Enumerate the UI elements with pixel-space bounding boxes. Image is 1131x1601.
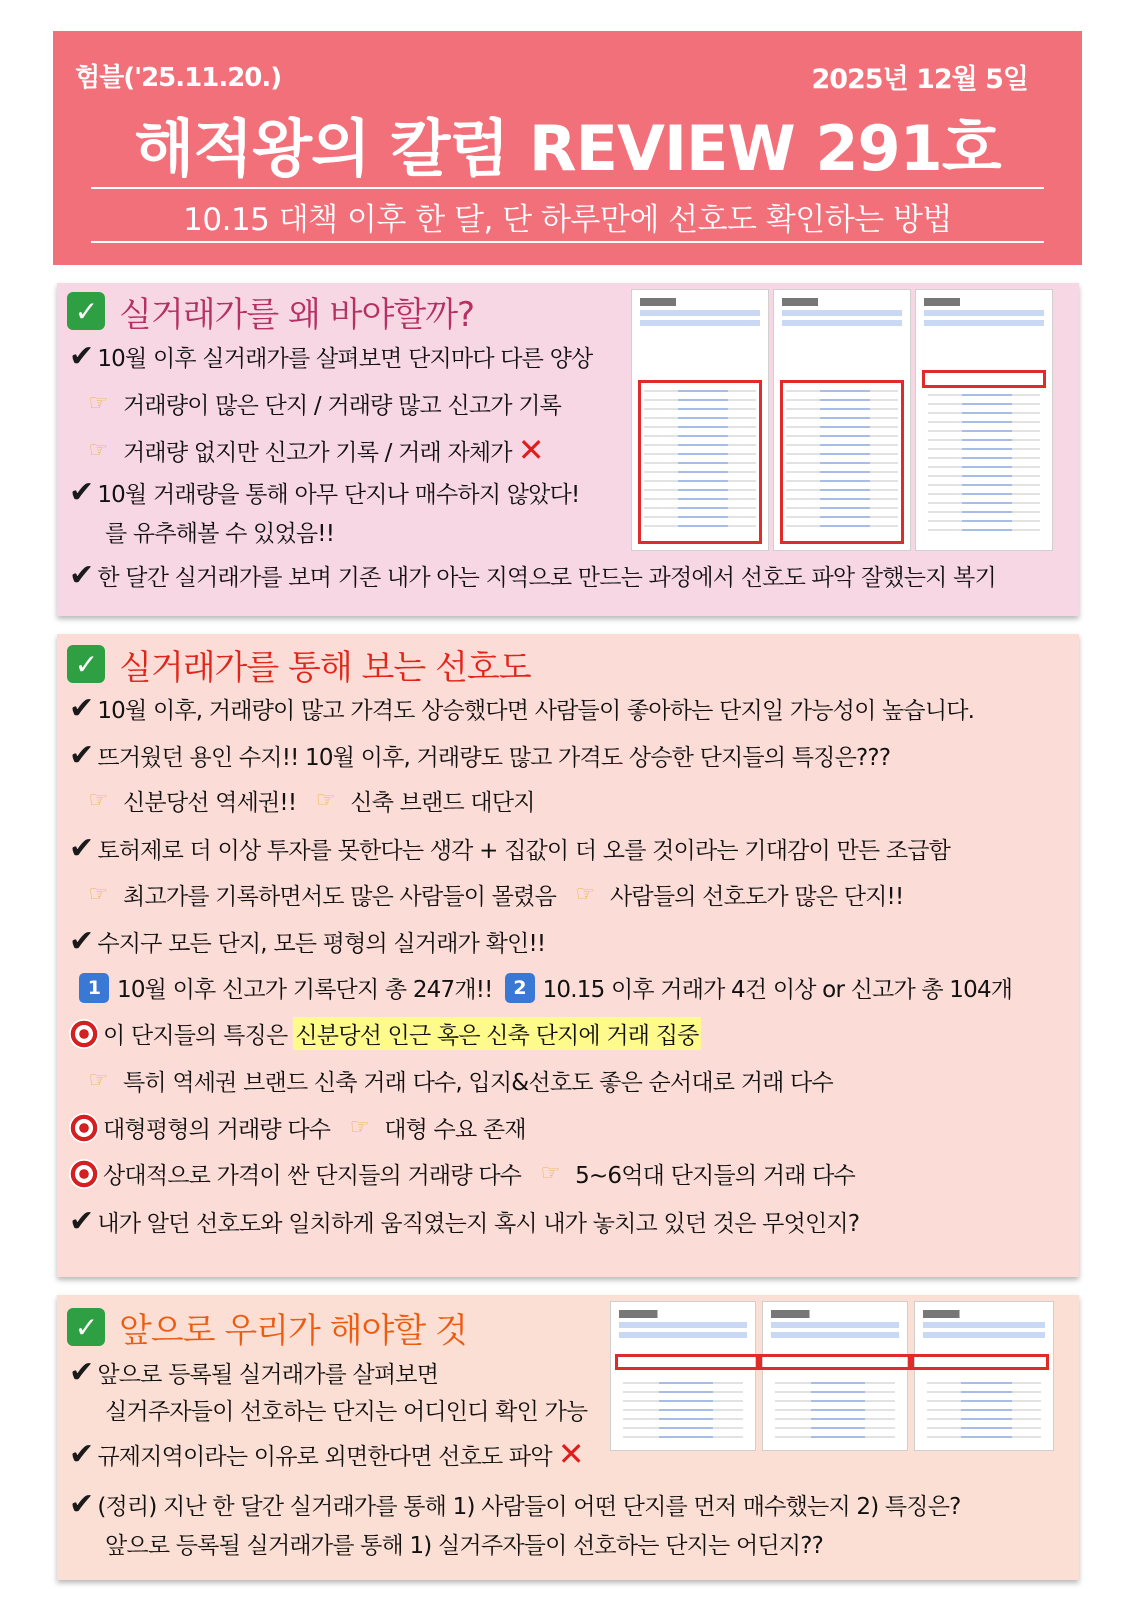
line-text: 거래량이 많은 단지 / 거래량 많고 신고가 기록 (123, 393, 562, 419)
date-label: 2025년 12월 5일 (811, 64, 1028, 95)
heavy-check-icon: ✔ (69, 1436, 94, 1472)
section-title-text: 실거래가를 왜 바야할까? (119, 294, 475, 335)
line-text: 대형 수요 존재 (384, 1117, 526, 1143)
transaction-screenshot (773, 289, 911, 551)
bullet-line (69, 691, 974, 726)
section-title (67, 289, 474, 333)
pointing-hand-icon: ☞ (88, 788, 108, 813)
check-mark-button-icon: ✓ (67, 645, 105, 683)
bullet-line (69, 1355, 438, 1390)
highlighted-text: 신분당선 인근 혹은 신축 단지에 거래 집중 (293, 1017, 700, 1050)
heavy-check-icon: ✔ (69, 1355, 94, 1390)
bullet-line (69, 1487, 961, 1522)
bullet-line (69, 475, 579, 510)
line-text: 내가 알던 선호도와 일치하게 움직였는지 혹시 내가 놓치고 있던 것은 무엇인지? (97, 1211, 860, 1237)
heavy-check-icon: ✔ (69, 924, 94, 959)
header-banner (53, 31, 1082, 265)
bullet-line (79, 878, 903, 911)
bullet-line (69, 1017, 701, 1050)
section-title (67, 1305, 467, 1349)
heavy-check-icon: ✔ (69, 339, 94, 374)
check-mark-button-icon: ✓ (67, 292, 105, 330)
ranking-screenshot (914, 1301, 1054, 1451)
bullet-line (69, 924, 545, 959)
keycap-1-icon: 1 (79, 973, 109, 1003)
line-text: 10월 이후 신고가 기록단지 총 247개!! (117, 977, 493, 1003)
bullet-line (79, 784, 535, 817)
line-text: 10월 이후 실거래가를 살펴보면 단지마다 다른 양상 (97, 346, 593, 372)
line-text: 거래량 없지만 신고가 기록 / 거래 자체가 (123, 439, 512, 466)
keycap-2-icon: 2 (505, 973, 535, 1003)
bullet-line (69, 831, 950, 866)
heavy-check-icon: ✔ (69, 691, 94, 726)
pointing-hand-icon: ☞ (88, 391, 108, 416)
section-title-text: 앞으로 우리가 해야할 것 (119, 1310, 467, 1351)
line-text: 앞으로 등록될 실거래가를 통해 1) 실거주자들이 선호하는 단지는 어딘지?? (105, 1533, 824, 1559)
pointing-hand-icon: ☞ (88, 882, 108, 907)
continuation-line (105, 515, 334, 548)
heavy-check-icon: ✔ (69, 738, 94, 773)
section-why-check-prices (57, 283, 1079, 616)
pointing-hand-icon: ☞ (88, 437, 108, 463)
divider (91, 241, 1044, 243)
cross-mark-icon: ✕ (517, 431, 544, 469)
line-text: 토허제로 더 이상 투자를 못한다는 생각 + 집값이 더 오를 것이라는 기대감이 만든 조급함 (97, 838, 951, 864)
line-text: 사람들의 선호도가 많은 단지!! (610, 884, 904, 910)
line-text: (정리) 지난 한 달간 실거래가를 통해 1) 사람들이 어떤 단지를 먼저 매수했는지 2) 특징은? (97, 1494, 961, 1520)
ranking-screenshot (762, 1301, 908, 1451)
line-text: 수지구 모든 단지, 모든 평형의 실거래가 확인!! (97, 931, 546, 957)
bullet-line (69, 1111, 526, 1144)
check-mark-button-icon: ✓ (67, 1308, 105, 1346)
heavy-check-icon: ✔ (69, 1204, 94, 1239)
bullet-line (69, 1435, 584, 1473)
line-text: 10.15 이후 거래가 4건 이상 or 신고가 총 104개 (542, 977, 1013, 1003)
pointing-hand-icon: ☞ (575, 882, 595, 907)
ranking-screenshot (610, 1301, 756, 1451)
section-preference-via-prices (57, 634, 1079, 1277)
continuation-line (105, 1393, 587, 1426)
line-text: 10월 이후, 거래량이 많고 가격도 상승했다면 사람들이 좋아하는 단지일 가능성이 높습니다. (97, 698, 975, 724)
bullet-line (69, 558, 996, 593)
line-text: 를 유추해볼 수 있었음!! (105, 521, 335, 547)
heavy-check-icon: ✔ (69, 475, 94, 510)
transaction-screenshot (631, 289, 769, 551)
bullet-line (69, 738, 890, 773)
page-title: 해적왕의 칼럼 REVIEW 291호 (134, 112, 1001, 185)
bullet-line (69, 1204, 859, 1239)
line-text: 실거주자들이 선호하는 단지는 어디인디 확인 가능 (105, 1399, 588, 1425)
bullet-line (69, 339, 592, 374)
bullet-line (79, 431, 544, 469)
line-text: 상대적으로 가격이 싼 단지들의 거래량 다수 (103, 1163, 522, 1189)
pointing-hand-icon: ☞ (349, 1115, 369, 1140)
continuation-line (105, 1527, 823, 1560)
heavy-check-icon: ✔ (69, 558, 94, 593)
line-text: 한 달간 실거래가를 보며 기존 내가 아는 지역으로 만드는 과정에서 선호도 파악 잘했는지 복기 (97, 565, 996, 591)
section-title (67, 642, 531, 686)
line-text: 대형평형의 거래량 다수 (103, 1117, 331, 1143)
direct-hit-icon (69, 1113, 99, 1143)
divider (91, 187, 1044, 189)
transaction-screenshot (915, 289, 1053, 551)
cross-mark-icon: ✕ (557, 1435, 584, 1473)
bullet-line (79, 1064, 833, 1097)
line-text: 규제지역이라는 이유로 외면한다면 선호도 파악 (97, 1443, 552, 1470)
line-text: 특히 역세권 브랜드 신축 거래 다수, 입지&선호도 좋은 순서대로 거래 다수 (123, 1070, 833, 1096)
line-text: 5~6억대 단지들의 거래 다수 (575, 1163, 855, 1189)
section-what-to-do-next (57, 1295, 1079, 1580)
heavy-check-icon: ✔ (69, 1487, 94, 1522)
line-text: 뜨거웠던 용인 수지!! 10월 이후, 거래량도 많고 가격도 상승한 단지들의 특징은??? (97, 745, 891, 771)
section-title-text: 실거래가를 통해 보는 선호도 (119, 647, 531, 688)
bullet-line (79, 971, 1012, 1004)
author-label: 험블('25.11.20.) (75, 63, 282, 93)
line-text: 이 단지들의 특징은 (103, 1023, 288, 1049)
direct-hit-icon (69, 1159, 99, 1189)
bullet-line (69, 1157, 855, 1190)
direct-hit-icon (69, 1019, 99, 1049)
pointing-hand-icon: ☞ (315, 788, 335, 813)
line-text: 최고가를 기록하면서도 많은 사람들이 몰렸음 (123, 884, 556, 910)
line-text: 앞으로 등록될 실거래가를 살펴보면 (97, 1362, 439, 1388)
line-text: 신축 브랜드 대단지 (350, 790, 535, 816)
bullet-line (79, 387, 561, 420)
line-text: 신분당선 역세권!! (123, 790, 297, 816)
line-text: 10월 거래량을 통해 아무 단지나 매수하지 않았다! (97, 482, 580, 508)
page-subtitle: 10.15 대책 이후 한 달, 단 하루만에 선호도 확인하는 방법 (183, 202, 952, 238)
heavy-check-icon: ✔ (69, 831, 94, 866)
pointing-hand-icon: ☞ (540, 1161, 560, 1186)
pointing-hand-icon: ☞ (88, 1068, 108, 1093)
